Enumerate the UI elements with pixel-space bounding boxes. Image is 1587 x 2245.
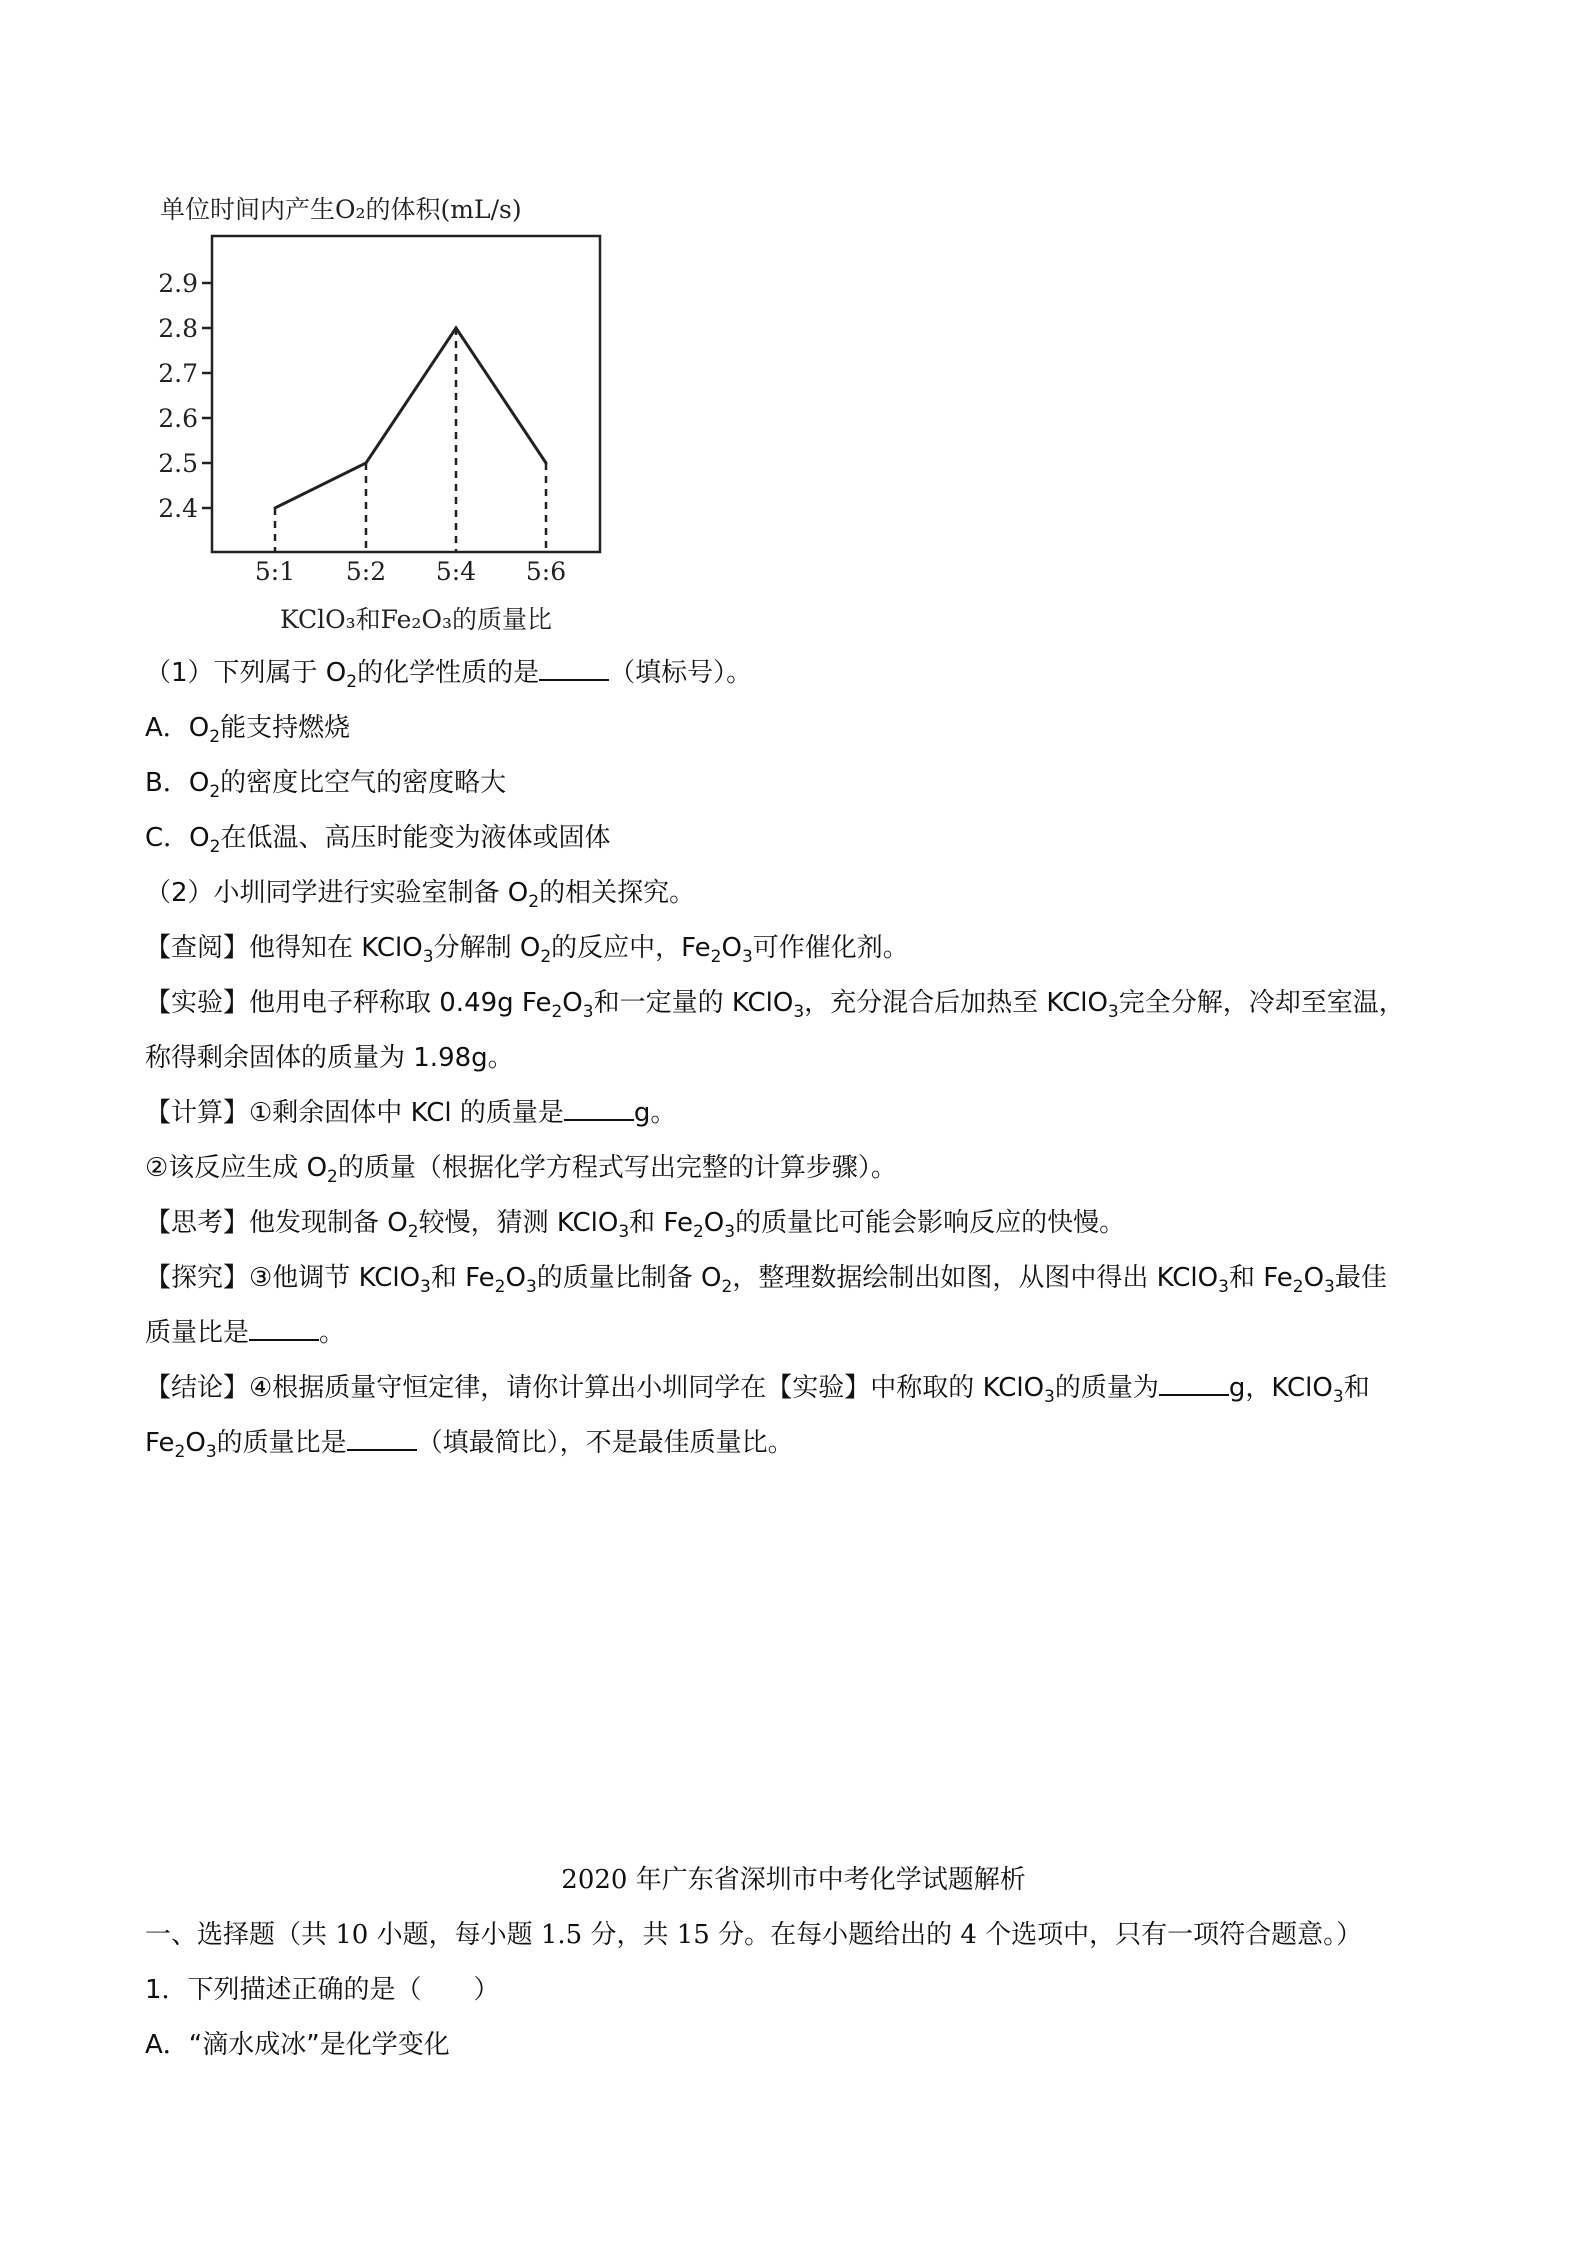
analysis-question-1-option-a: A．“滴水成冰”是化学变化	[145, 2030, 450, 2060]
chart-x-title: KClO₃和Fe₂O₃的质量比	[280, 605, 552, 634]
q1-option-c: C．$O_2$在低温、高压时能变为液体或固体	[145, 823, 611, 858]
x-tick-label: 5:2	[345, 557, 387, 586]
q2-stem: （2）小圳同学进行实验室制备 $O_2$的相关探究。	[145, 878, 696, 913]
data-point	[365, 462, 368, 465]
q2-sikao: 【思考】他发现制备 $O_2$较慢，猜测 KClO$_3$和 $Fe_2O_3$的质量比可能会影响反应的快慢。	[145, 1208, 1126, 1243]
data-point	[545, 462, 548, 465]
answer-blank[interactable]	[539, 655, 609, 681]
q2-shiyan-cont: 称得剩余固体的质量为 1.98g。	[145, 1043, 514, 1073]
q1-option-b: B．$O_2$的密度比空气的密度略大	[145, 768, 507, 803]
y-tick-label: 2.9	[158, 269, 198, 298]
y-tick-label: 2.8	[158, 314, 198, 343]
analysis-section-heading: 一、选择题（共 10 小题，每小题 1.5 分，共 15 分。在每小题给出的 4 个选项中，只有一项符合题意。）	[145, 1920, 1363, 1950]
q1-option-a: A．$O_2$能支持燃烧	[145, 713, 351, 748]
answer-blank[interactable]	[249, 1315, 319, 1341]
q1-stem: （1）下列属于 $O_2$的化学性质的是 （填标号）。	[145, 655, 752, 691]
q2-jisuan: 【计算】①剩余固体中 KCl 的质量是 g。	[145, 1095, 676, 1131]
answer-blank[interactable]	[347, 1425, 417, 1451]
o2-rate-chart	[0, 0, 640, 660]
x-tick-label: 5:4	[435, 557, 477, 586]
x-tick-label: 5:6	[525, 557, 567, 586]
chart-x-axis	[255, 557, 566, 586]
series-line	[275, 328, 546, 508]
q2-shiyan: 【实验】他用电子秤称取 0.49g $Fe_2O_3$和一定量的 KClO$_3$，充分混合后加热至 KClO$_3$完全分解，冷却至室温，	[145, 988, 1405, 1023]
analysis-title: 2020 年广东省深圳市中考化学试题解析	[561, 1865, 1026, 1895]
data-point	[455, 327, 458, 330]
answer-blank[interactable]	[1159, 1370, 1229, 1396]
y-tick-label: 2.6	[158, 404, 198, 433]
data-point	[274, 507, 277, 510]
x-tick-label: 5:1	[254, 557, 296, 586]
q2-chayue: 【查阅】他得知在 KClO$_3$分解制 $O_2$的反应中，$Fe_2O_3$可作催化剂。	[145, 933, 909, 968]
analysis-question-1: 1．下列描述正确的是（ ）	[145, 1975, 500, 2005]
answer-blank[interactable]	[564, 1095, 634, 1121]
y-tick-label: 2.5	[158, 449, 198, 478]
chart-series	[274, 327, 548, 553]
chart-plot-frame	[212, 236, 600, 552]
q2-tanjiu-cont: 质量比是 。	[145, 1315, 345, 1351]
y-tick-label: 2.4	[158, 494, 198, 523]
y-tick-label: 2.7	[158, 359, 198, 388]
q2-jielun: 【结论】④根据质量守恒定律，请你计算出小圳同学在【实验】中称取的 KClO$_3$的质量为 g，KClO$_3$和	[145, 1370, 1370, 1406]
q2-tanjiu: 【探究】③他调节 KClO$_3$和 $Fe_2O_3$的质量比制备 $O_2$，整理数据绘制出如图，从图中得出 KClO$_3$和 $Fe_2O_3$最佳	[145, 1263, 1387, 1298]
chart-y-axis	[158, 269, 212, 523]
chart-y-title: 单位时间内产生O₂的体积(mL/s)	[160, 195, 522, 224]
q2-jielun-cont: $Fe_2O_3$的质量比是 （填最简比），不是最佳质量比。	[145, 1425, 794, 1461]
q2-step2: ②该反应生成 $O_2$的质量（根据化学方程式写出完整的计算步骤）。	[145, 1153, 897, 1188]
